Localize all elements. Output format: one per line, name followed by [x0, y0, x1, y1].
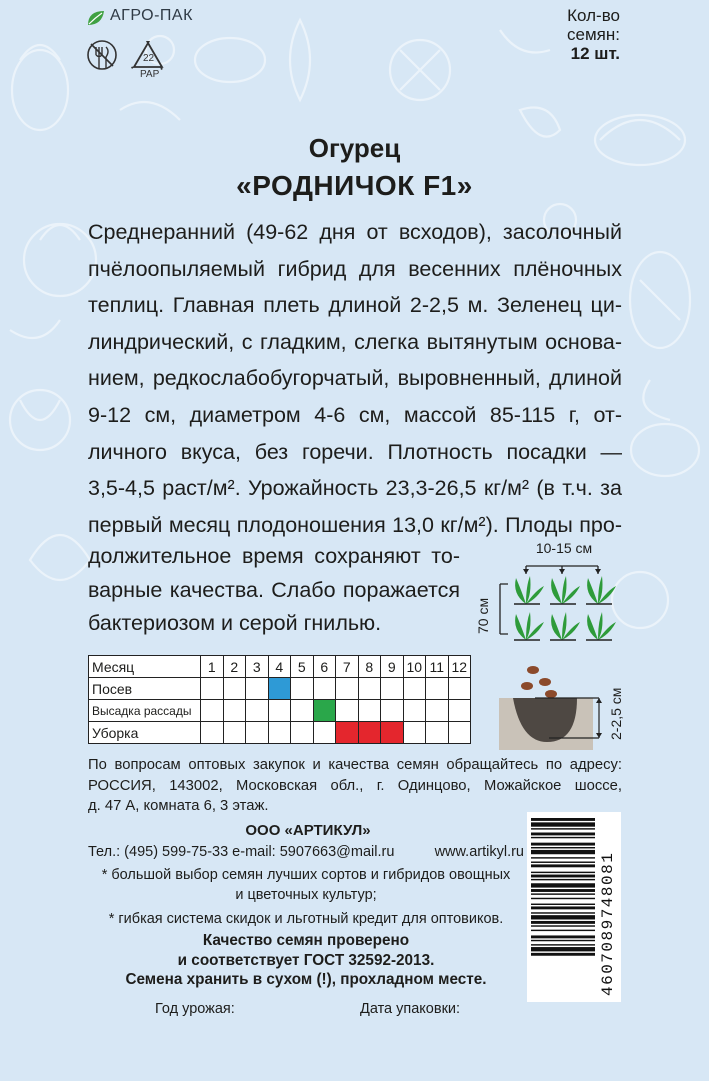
- description-line: бактериозом и серой гнилью.: [88, 611, 382, 635]
- description-continued: [88, 540, 460, 641]
- address-line: д. 47 А, комната 6, 3 этаж.: [88, 798, 269, 814]
- quality-line: Качество семян проверено: [202, 932, 410, 949]
- calendar-cell: [336, 700, 359, 722]
- barcode-bar: [531, 906, 595, 909]
- brand-name: АГРО-ПАК: [110, 7, 193, 24]
- calendar-cell: [448, 722, 471, 744]
- description-line: варные качества. Слабо поражается: [88, 577, 460, 602]
- barcode-bar: [531, 935, 595, 938]
- month-cell: 11: [426, 656, 449, 678]
- product-type: Огурец: [308, 133, 401, 163]
- calendar-cell: [403, 722, 426, 744]
- calendar-cell: [403, 700, 426, 722]
- barcode-bar: [531, 822, 595, 826]
- description-line: 9-12 см, диаметром 4-6 см, массой 85-115 г, от-: [88, 402, 622, 427]
- month-cell: 9: [381, 656, 404, 678]
- barcode-bar: [531, 915, 595, 919]
- barcode-bar: [531, 833, 595, 836]
- description-line: нием, редкослабобугорчатый, выровненный, длиной: [88, 366, 622, 391]
- address-block: [88, 755, 622, 817]
- calendar-row-label: Высадка рассады: [89, 700, 201, 722]
- month-cell: 1: [201, 656, 224, 678]
- description-line: должительное время сохраняют то-: [88, 544, 460, 568]
- calendar-cell: [268, 678, 291, 700]
- month-cell: 3: [246, 656, 269, 678]
- month-cell: 6: [313, 656, 336, 678]
- calendar-cell: [426, 700, 449, 722]
- barcode-bar: [531, 862, 595, 863]
- storage-note: Семена хранить в сухом (!), прохладном месте.: [125, 971, 487, 988]
- calendar-cell: [381, 722, 404, 744]
- address-line: По вопросам оптовых закупок и качества семян обращайтесь по адресу:: [88, 757, 622, 773]
- description-line: личного вкуса, без горечи. Плотность посадки —: [88, 439, 622, 464]
- calendar-cell: [336, 678, 359, 700]
- barcode-bar: [531, 947, 595, 951]
- bullet-discounts: * гибкая система скидок и льготный кредит для оптовиков.: [108, 911, 504, 927]
- description-line: Среднеранний (49-62 дня от всходов), засолочный: [88, 220, 622, 244]
- barcode-bar: [531, 898, 595, 899]
- calendar-header-row: [89, 656, 471, 678]
- calendar-cell: [358, 722, 381, 744]
- calendar-cell: [381, 678, 404, 700]
- calendar-row-label: Уборка: [89, 722, 201, 744]
- barcode-bar: [531, 912, 595, 913]
- bullet-line: * большой выбор семян лучших сортов и гибридов овощных: [101, 867, 511, 883]
- description-line: первый месяц плодоношения 13,0 кг/м²). Плоды про-: [88, 512, 622, 537]
- calendar-cell: [381, 700, 404, 722]
- seed-depth-diagram: [499, 660, 629, 752]
- not-for-food-icon: [88, 41, 116, 69]
- calendar-cell: [336, 722, 359, 744]
- barcode-bar: [531, 864, 595, 867]
- calendar-cell: [313, 700, 336, 722]
- barcode-bar: [531, 940, 595, 941]
- calendar-cell: [201, 700, 224, 722]
- barcode-bar: [531, 818, 595, 821]
- calendar-cell: [291, 678, 314, 700]
- product-name: «РОДНИЧОК F1»: [236, 170, 473, 201]
- description-line: 3,5-4,5 раст/м². Урожайность 23,3-26,5 кг/м² (в т.ч. за: [88, 476, 622, 501]
- website-link[interactable]: www.artikyl.ru: [434, 844, 524, 860]
- month-cell: 2: [223, 656, 246, 678]
- barcode-bar: [531, 883, 595, 887]
- contact-line: [88, 844, 524, 860]
- calendar-cell: [201, 678, 224, 700]
- description-line: теплиц. Главная плеть длиной 2-2,5 м. Зеленец ци-: [88, 293, 622, 318]
- barcode-bar: [531, 837, 595, 838]
- barcode-bar: [531, 953, 595, 956]
- barcode-bar: [531, 893, 595, 894]
- phone-email: Тел.: (495) 599-75-33 e-mail: 5907663@mail.ru: [88, 844, 395, 860]
- barcode-digits: 4607089748081: [599, 851, 617, 996]
- barcode-bar: [531, 925, 595, 926]
- packaging-icons: [86, 37, 196, 90]
- calendar-cell: [313, 678, 336, 700]
- month-cell: 7: [336, 656, 359, 678]
- month-cell: 5: [291, 656, 314, 678]
- barcode-bar: [531, 872, 595, 873]
- address-line: РОССИЯ, 143002, Московская обл., г. Одинцово, Можайское шоссе,: [88, 777, 622, 794]
- barcode-bar: [531, 921, 595, 924]
- calendar-cell: [223, 678, 246, 700]
- calendar-cell: [426, 722, 449, 744]
- barcode-bar: [531, 828, 595, 829]
- calendar-cell: [358, 678, 381, 700]
- row-spacing-label: 10-15 см: [535, 540, 593, 556]
- calendar-cell: [291, 722, 314, 744]
- barcode-bar: [531, 904, 595, 905]
- barcode-bar: [531, 843, 595, 846]
- harvest-year-label: Год урожая:: [155, 1001, 235, 1017]
- recycle-code: PAP: [140, 69, 160, 80]
- seedling-icons: [514, 576, 616, 640]
- barcode-bar: [531, 944, 595, 945]
- month-cell: 10: [403, 656, 426, 678]
- barcode-bar: [531, 847, 595, 848]
- calendar-cell: [268, 722, 291, 744]
- calendar-row-label: Посев: [89, 678, 201, 700]
- month-cell: 4: [268, 656, 291, 678]
- barcode-bar: [531, 879, 595, 880]
- calendar-cell: [223, 700, 246, 722]
- quality-statement: [88, 931, 524, 990]
- barcode-bar: [531, 875, 595, 878]
- seed-quantity: [520, 6, 620, 63]
- calendar-cell: [403, 678, 426, 700]
- quality-line: и соответствует ГОСТ 32592-2013.: [177, 951, 435, 969]
- barcode-bar: [531, 889, 595, 892]
- calendar-cell: [246, 722, 269, 744]
- calendar-row-transplant: [89, 700, 471, 722]
- calendar-row-harvest: [89, 722, 471, 744]
- qty-label-1: Кол-во: [567, 6, 620, 25]
- column-spacing-label: 70 см: [475, 597, 491, 634]
- calendar-row-sowing: [89, 678, 471, 700]
- calendar-cell: [313, 722, 336, 744]
- company-name: ООО «АРТИКУЛ»: [245, 822, 371, 839]
- month-cell: 8: [358, 656, 381, 678]
- calendar-header-label: Месяц: [89, 656, 201, 678]
- month-cell: 12: [448, 656, 471, 678]
- barcode-bar: [531, 850, 595, 854]
- recycle-number: 22: [143, 53, 155, 64]
- calendar-cell: [246, 700, 269, 722]
- calendar-cell: [201, 722, 224, 744]
- qty-label-2: семян:: [567, 25, 620, 44]
- calendar-cell: [426, 678, 449, 700]
- sowing-calendar: [88, 655, 471, 744]
- pack-date-label: Дата упаковки:: [360, 1001, 461, 1017]
- calendar-cell: [291, 700, 314, 722]
- calendar-cell: [448, 678, 471, 700]
- bullet-line: и цветочных культур;: [235, 887, 377, 903]
- description: [88, 214, 622, 543]
- barcode: [527, 812, 621, 1002]
- calendar-cell: [268, 700, 291, 722]
- calendar-cell: [246, 678, 269, 700]
- depth-label: 2-2,5 см: [608, 687, 624, 740]
- brand-leaf-icon: [86, 9, 106, 27]
- calendar-cell: [223, 722, 246, 744]
- bullet-assortment: [88, 865, 524, 905]
- planting-scheme-diagram: [470, 538, 630, 650]
- calendar-cell: [358, 700, 381, 722]
- description-line: линдрический, с гладким, слегка вытянутым основа-: [88, 329, 622, 354]
- qty-value: 12 шт.: [570, 44, 620, 63]
- barcode-bar: [531, 857, 595, 858]
- description-line: пчёлоопыляемый гибрид для весенних плёночных: [88, 256, 622, 281]
- seed-icons: [521, 666, 557, 698]
- calendar-cell: [448, 700, 471, 722]
- barcode-bar: [531, 930, 595, 931]
